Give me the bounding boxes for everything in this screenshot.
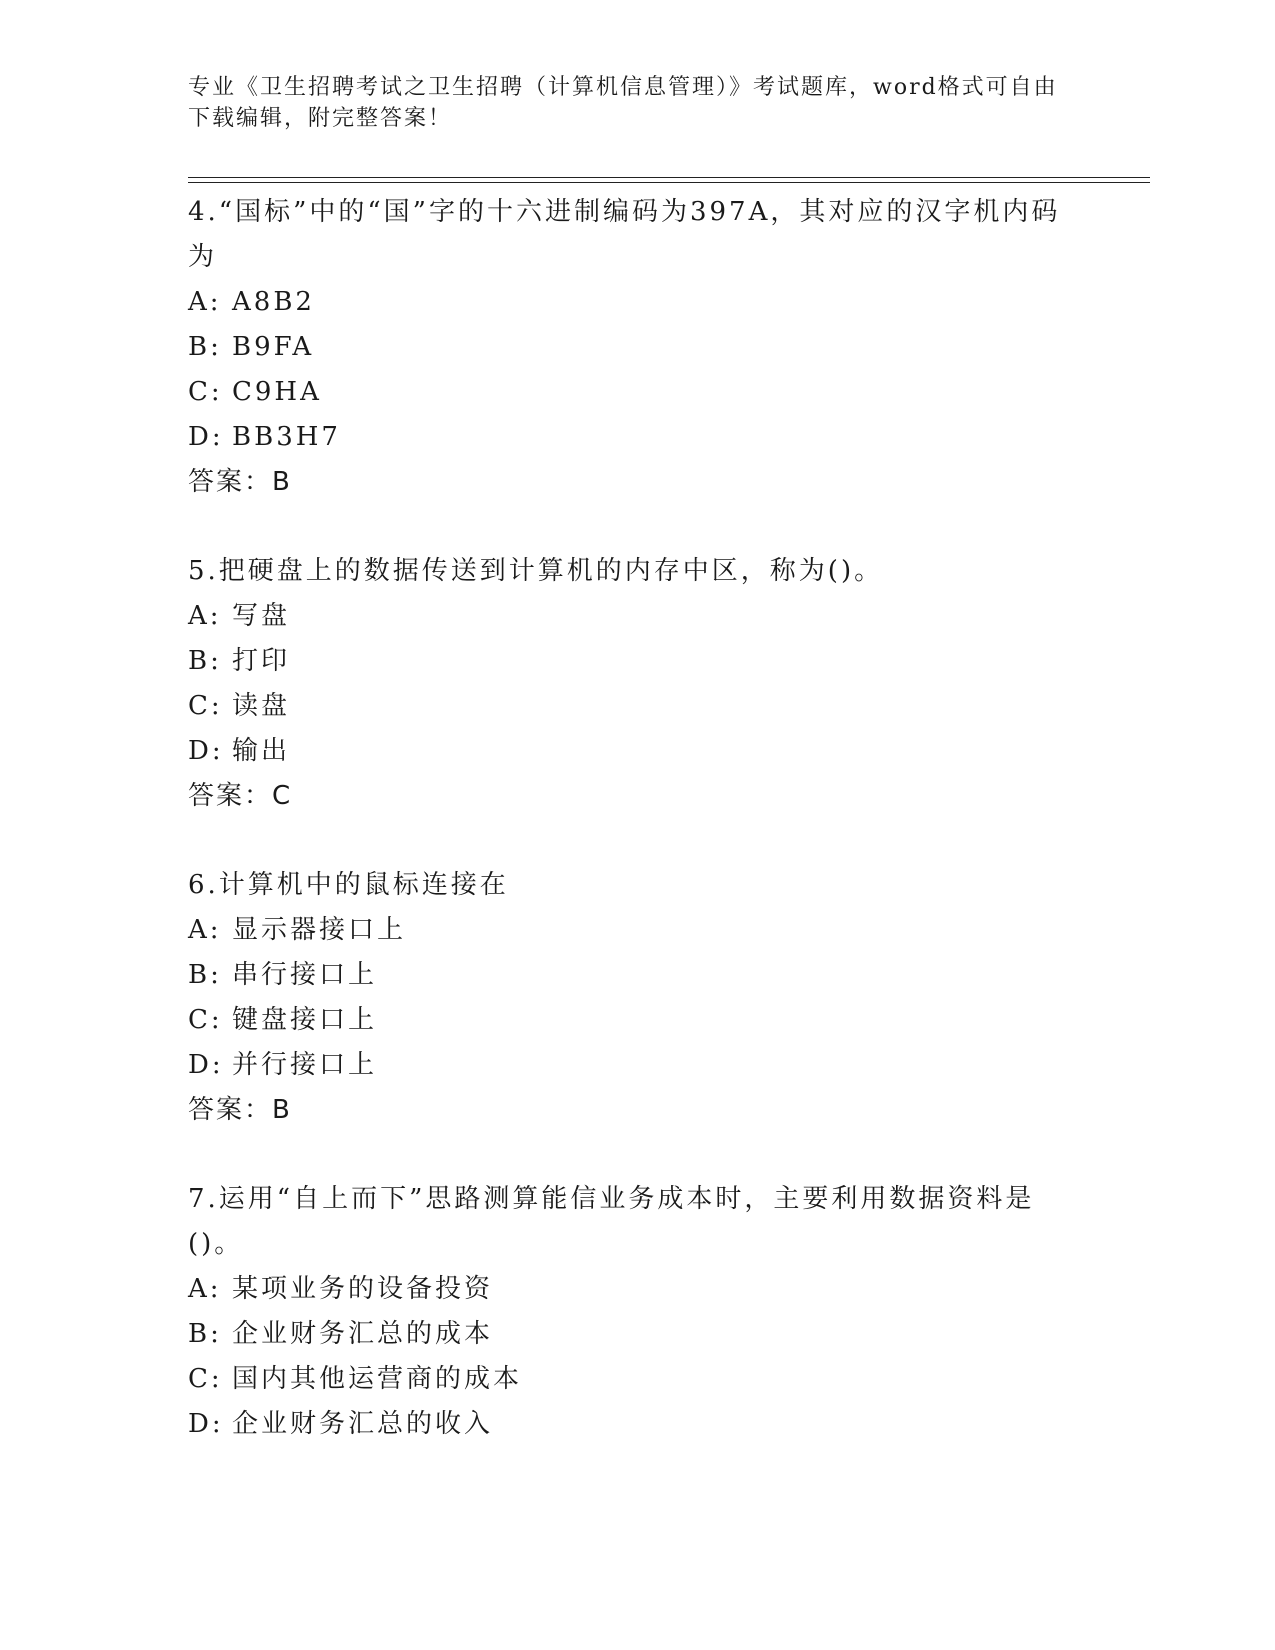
option-label: B: [188,332,222,362]
option-label: D: [188,422,224,452]
option-label: A: [188,1274,222,1304]
option-d [188,1402,1068,1447]
question-5 [188,549,1068,819]
option-label: C: [188,1364,223,1394]
question-4 [188,190,1068,505]
option-label: A: [188,915,222,945]
option-text: 键盘接口上 [232,1005,378,1035]
option-label: D: [188,1050,224,1080]
option-label: C: [188,1005,223,1035]
question-text: 6.计算机中的鼠标连接在 [188,870,509,900]
option-d [188,1043,1068,1088]
option-label: D: [188,1409,224,1439]
answer-line: 答案：C [188,781,293,811]
option-text: 企业财务汇总的收入 [232,1409,494,1439]
option-c [188,370,1068,415]
question-6 [188,863,1068,1133]
option-text: 打印 [232,646,291,676]
option-label: A: [188,601,222,631]
option-text: 写盘 [232,601,291,631]
option-label: B: [188,1319,222,1349]
option-text: 串行接口上 [232,960,378,990]
question-text: 4.“国标”中的“国”字的十六进制编码为397A，其对应的汉字机内码为 [188,197,1061,272]
option-a [188,1267,1068,1312]
option-a [188,594,1068,639]
option-text: BB3H7 [232,422,341,452]
option-label: C: [188,691,223,721]
option-text: 某项业务的设备投资 [232,1274,494,1304]
header-rule-thin [188,182,1150,183]
option-b [188,639,1068,684]
option-text: 并行接口上 [232,1050,378,1080]
option-label: D: [188,736,224,766]
document-header: 专业《卫生招聘考试之卫生招聘（计算机信息管理）》考试题库，word格式可自由下载编辑，附完整答案！ [188,75,1058,131]
option-text: C9HA [232,377,322,407]
option-label: C: [188,377,223,407]
option-c [188,998,1068,1043]
option-text: A8B2 [232,287,315,317]
question-7 [188,1177,1068,1447]
option-b [188,1312,1068,1357]
question-text: 5.把硬盘上的数据传送到计算机的内存中区，称为()。 [188,556,884,586]
option-b [188,953,1068,998]
question-list [188,190,1068,1491]
option-text: 企业财务汇总的成本 [232,1319,494,1349]
answer-line: 答案：B [188,467,292,497]
option-text: 读盘 [232,691,291,721]
option-b [188,325,1068,370]
option-d [188,415,1068,460]
option-text: 显示器接口上 [232,915,407,945]
option-text: B9FA [232,332,315,362]
option-label: A: [188,287,222,317]
option-label: B: [188,960,222,990]
option-c [188,1357,1068,1402]
answer-line: 答案：B [188,1095,292,1125]
header-rule-thick [188,177,1150,178]
option-a [188,908,1068,953]
option-label: B: [188,646,222,676]
question-text: 7.运用“自上而下”思路测算能信业务成本时，主要利用数据资料是()。 [188,1184,1035,1259]
option-d [188,729,1068,774]
option-c [188,684,1068,729]
option-text: 输出 [232,736,291,766]
option-text: 国内其他运营商的成本 [232,1364,523,1394]
option-a [188,280,1068,325]
